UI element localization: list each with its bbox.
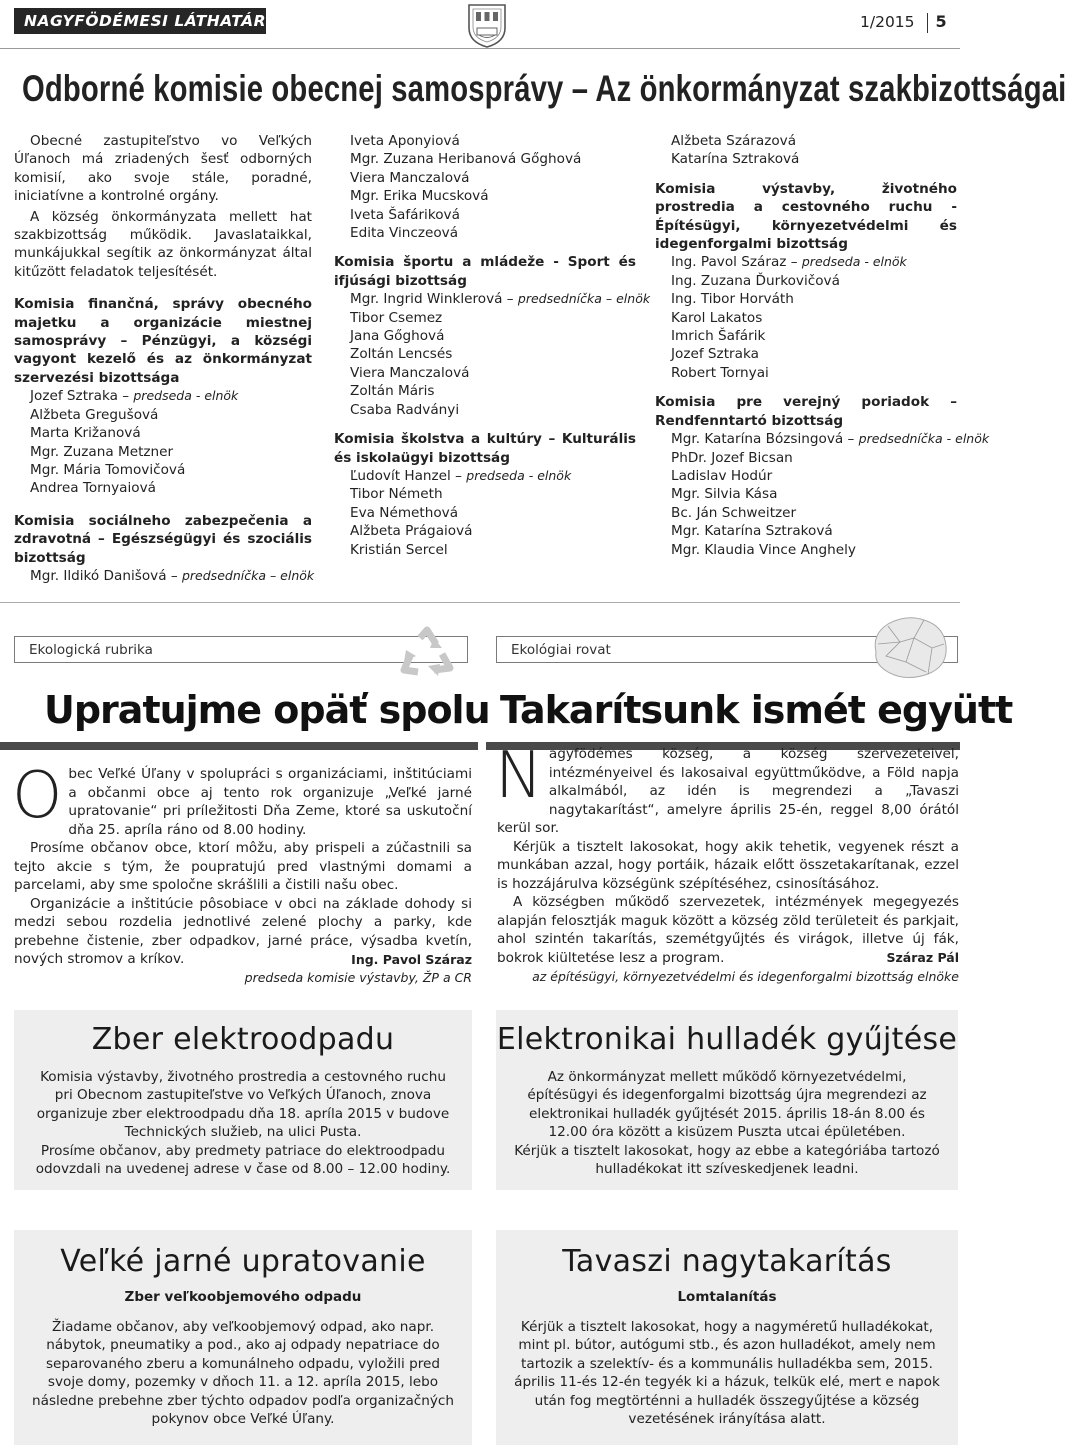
article-paragraph: agyfödémes község, a község szervezeteivel, intézményeivel és lakosaival együttműködve, a Föld napja alkalmából, az idén is megrendezi a „Tavaszi nagytakarítást“, amelyre április 25-én, reggel 8,00 órától kerül sor.: [497, 746, 959, 836]
committee-member: Katarína Sztraková: [671, 151, 800, 168]
notice-text: Komisia výstavby, životného prostredia a cestovného ruchu pri Obecnom zastupiteľstve vo Veľkých Úľanoch, znova organizuje zber elektroodpadu dňa 18. apríla 2015 v budove Technických služieb, na ulici Pusta.: [36, 1069, 450, 1141]
section-divider: [0, 602, 960, 603]
notice-title: Tavaszi nagytakarítás: [562, 1244, 892, 1279]
committee-heading: Komisia výstavby, životného prostredia a cestovného ruchu - Építésügyi, környezetvédelmi és idegenforgalmi bizottság: [655, 180, 957, 253]
signature-role: az építésügyi, környezetvédelmi és idegenforgalmi bizottság elnöke: [532, 968, 959, 984]
chair-role: predseda - elnök: [801, 254, 907, 270]
chair-name: Ing. Pavol Száraz: [671, 254, 787, 271]
masthead: NAGYFÖDÉMESI LÁTHATÁR: [14, 8, 266, 34]
drop-cap: N: [495, 739, 543, 813]
committee-chair: Mgr. Ildikó Danišová – predsedníčka – elnök: [30, 567, 315, 584]
notice-text: Az önkormányzat mellett működő környezetvédelmi, építésügyi és idegenforgalmi bizottság újra megrendezi az elektronikai hulladék gyűjtését 2015. április 18-án 8.00 és 12.00 óra között a kisüzem Puszta utcai épületében.: [527, 1069, 927, 1141]
coat-of-arms-icon: [465, 2, 509, 48]
committee-member: Mgr. Zuzana Metzner: [30, 443, 174, 460]
page-number: 5: [935, 12, 947, 31]
article-title-sk: Upratujme opäť spolu: [44, 688, 490, 732]
committee-heading: Komisia školstva a kultúry – Kulturális és iskolaügyi bizottság: [334, 431, 636, 466]
committee-chair: Mgr. Katarína Bózsingová – predsedníčka - elnök: [671, 431, 990, 448]
committee-member: Ing. Zuzana Ďurkovičová: [671, 272, 840, 289]
drop-cap: O: [12, 759, 63, 833]
committee-chair: Ľudovít Hanzel – predseda - elnök: [350, 467, 572, 484]
committee-chair: Ing. Pavol Száraz – predseda - elnök: [671, 254, 907, 271]
article-paragraph: Kérjük a tisztelt lakosokat, hogy akik tehetik, vegyenek részt a munkában azzal, hogy portáik, házaik előtt összetakarítanak, ezzel is hozzájárulva községünk szépítéséhez, csinosításához.: [497, 838, 959, 892]
committee-member: Mgr. Erika Mucsková: [350, 188, 489, 205]
committee-member: Viera Manczalová: [350, 169, 470, 186]
notice-title: Veľké jarné upratovanie: [60, 1244, 426, 1279]
committee-member: Viera Manczalová: [350, 364, 470, 381]
notice-box-electro-sk: [14, 1010, 472, 1190]
committee-member: Bc. Ján Schweitzer: [671, 504, 797, 521]
notice-text: Prosíme občanov, aby predmety patriace do elektroodpadu odovzdali na uvedenej adrese v čase od 8.00 – 12.00 hodiny.: [35, 1142, 451, 1178]
signature-name: Ing. Pavol Száraz: [351, 951, 472, 967]
committee-heading: Komisia športu a mládeže - Sport és ifjúsági bizottság: [334, 254, 636, 289]
notice-text: Žiadame občanov, aby veľkoobjemový odpad, ako napr. nábytok, pneumatiky a pod., ako aj odpady nepatriace do separovaného zberu a komunálneho odpadu, vyložili pred svoje domy, pozemky v dňoch 11. a 12. apríla 2015, lebo následne prebehne zber týchto odpadov podľa organizačných pokynov obce Veľké Úľany.: [32, 1319, 455, 1428]
signature-name: Száraz Pál: [886, 950, 959, 965]
committee-member: Kristián Sercel: [350, 541, 448, 558]
committee-member: Edita Vinczeová: [350, 225, 459, 242]
chair-name: Mgr. Ildikó Danišová: [30, 567, 167, 584]
rubric-label-hu: Ekológiai rovat: [496, 636, 958, 663]
chair-name: Mgr. Katarína Bózsingová: [671, 431, 844, 448]
chair-role: predseda - elnök: [466, 467, 572, 483]
article-hu: [495, 739, 959, 986]
notice-box-electro-hu: [496, 1010, 958, 1190]
committee-member: Alžbeta Gregušová: [30, 406, 159, 423]
committee-member: Zoltán Máris: [350, 383, 435, 400]
article-title-hu: Takarítsunk ismét együtt: [500, 688, 1013, 732]
chair-role: predsedníčka – elnök: [517, 291, 651, 307]
article-paragraph: Organizácie a inštitúcie pôsobiace v obci na základe dohody si medzi sebou rozdelia jednotlivé zelené plochy a parky, kde prebehne čistenie, zber odpadkov, jarné práce, výsadba kvetín, nových stromov a kríkov.: [14, 895, 472, 967]
committee-member: PhDr. Jozef Bicsan: [671, 449, 793, 466]
committee-member: Iveta Aponyiová: [350, 133, 460, 149]
committee-member: Jana Gőghová: [350, 328, 445, 345]
committee-member: Mgr. Mária Tomovičová: [30, 461, 186, 478]
committee-member: Mgr. Klaudia Vince Anghely: [671, 541, 856, 558]
chair-role: predsedníčka – elnök: [181, 567, 315, 583]
issue-info: [860, 12, 947, 33]
committee-member: Jozef Sztraka: [671, 346, 759, 363]
notice-title: Elektronikai hulladék gyűjtése: [496, 1022, 958, 1057]
committee-member: Csaba Radványi: [350, 401, 460, 418]
committee-member: Mgr. Katarína Sztraková: [671, 523, 833, 540]
article-sk: [12, 759, 472, 988]
title-underline-bar: [0, 742, 478, 750]
chair-name: Mgr. Ingrid Winklerová: [350, 291, 503, 308]
committee-member: Alžbeta Szárazová: [671, 133, 797, 149]
committees-column-2: [334, 132, 651, 559]
committee-member: Ing. Tibor Horváth: [671, 291, 794, 308]
committees-column-3: [655, 132, 990, 559]
chair-name: Ľudovít Hanzel: [350, 467, 451, 484]
intro-hu: A község önkormányzata mellett hat szakbizottság működik. Javaslataikkal, munkájukkal segítik az önkormányzat által kitűzött feladatok teljesítését.: [14, 208, 312, 280]
chair-role: predseda - elnök: [133, 388, 239, 404]
committee-heading: Komisia sociálneho zabezpečenia a zdravotná – Egészségügyi és szociális bizottság: [14, 512, 312, 566]
issue-number: 1/2015: [860, 13, 915, 31]
page-title: Odborné komisie obecnej samosprávy – Az önkormányzat szakbizottságai: [22, 68, 1066, 109]
rubric-label-sk: Ekologická rubrika: [14, 636, 468, 663]
notice-box-cleanup-sk: [14, 1230, 472, 1445]
committee-member: Ladislav Hodúr: [671, 467, 773, 484]
committee-member: Imrich Šafárik: [671, 328, 766, 345]
chair-name: Jozef Sztraka: [30, 388, 118, 405]
committees-column-1: [14, 132, 315, 585]
recycle-icon: [394, 626, 460, 684]
committee-member: Zoltán Lencsés: [350, 346, 453, 363]
committee-heading: Komisia pre verejný poriadok – Rendfenntartó bizottság: [655, 394, 957, 429]
committee-member: Iveta Šafáriková: [350, 206, 460, 223]
committee-member: Mgr. Zuzana Heribanová Gőghová: [350, 151, 582, 168]
committee-member: Tibor Németh: [350, 486, 443, 503]
notice-subtitle: Lomtalanítás: [677, 1289, 777, 1305]
committee-member: Mgr. Silvia Kása: [671, 486, 778, 503]
committee-member: Robert Tornyai: [671, 364, 769, 381]
committee-member: Eva Némethová: [350, 504, 459, 521]
notice-text: Kérjük a tisztelt lakosokat, hogy az ebbe a kategóriába tartozó hulladékokat itt szíveskedjenek leadni.: [514, 1142, 940, 1178]
committee-member: Andrea Tornyaiová: [30, 480, 156, 497]
crumpled-paper-icon: [866, 612, 952, 682]
committee-chair: Jozef Sztraka – predseda - elnök: [30, 388, 239, 405]
committee-member: Marta Križanová: [30, 425, 141, 442]
notice-subtitle: Zber veľkoobjemového odpadu: [124, 1289, 362, 1305]
signature-role: predseda komisie výstavby, ŽP a CR: [244, 970, 472, 985]
notice-text: Kérjük a tisztelt lakosokat, hogy a nagyméretű hulladékokat, mint pl. bútor, autógumi stb., és azon hulladékot, amely nem tartozik a szelektív- és a kommunális hulladékba sem, 2015. április 11-és 12-én tegyék ki a házuk, telkük elé, mert e napok után fog megtörténni a hulladék összegyűjtése a község vezetésének irányítása alatt.: [514, 1319, 940, 1428]
committee-member: Karol Lakatos: [671, 309, 763, 326]
header-divider: [0, 48, 960, 49]
article-paragraph: A községben működő szervezetek, intézmények megegyezés alapján felosztják maguk között a község zöld területeit és parkjait, ahol szintén takarítás, szemétgyűjtés és virágok, illetve új fák, bokrok kiültetése lesz a program.: [497, 894, 959, 966]
committee-chair: Mgr. Ingrid Winklerová – predsedníčka – elnök: [350, 291, 651, 308]
committee-member: Tibor Csemez: [350, 309, 443, 326]
committee-member: Alžbeta Prágaiová: [350, 523, 473, 540]
article-paragraph: Prosíme občanov obce, ktorí môžu, aby prispeli a zúčastnili sa tejto akcie s tým, že poupratujú pred vlastnými domami a parcelami, aby sme spoločne skrášlili a čistili našu obec.: [14, 840, 472, 893]
notice-title: Zber elektroodpadu: [91, 1022, 395, 1057]
article-paragraph: bec Veľké Úľany v spolupráci s organizáciami, inštitúciami a občanmi obce aj tento rok organizuje „Veľké jarné upratovanie“ pri príležitosti Dňa Zeme, ktoré sa uskutoční dňa 25. apríla ráno od 8.00 hodiny.: [68, 766, 472, 838]
intro-sk: Obecné zastupiteľstvo vo Veľkých Úľanoch má zriadených šesť odborných komisií, ako svoje stále, poradné, iniciatívne a kontrolné orgány.: [14, 133, 312, 205]
committee-heading: Komisia finančná, správy obecného majetku a organizácie miestnej samosprávy – Pénzügyi, a községi vagyont kezelő és az önkormányzat szervezési bizottsága: [14, 296, 312, 386]
chair-role: predsedníčka - elnök: [858, 431, 990, 447]
notice-box-cleanup-hu: [496, 1230, 958, 1445]
